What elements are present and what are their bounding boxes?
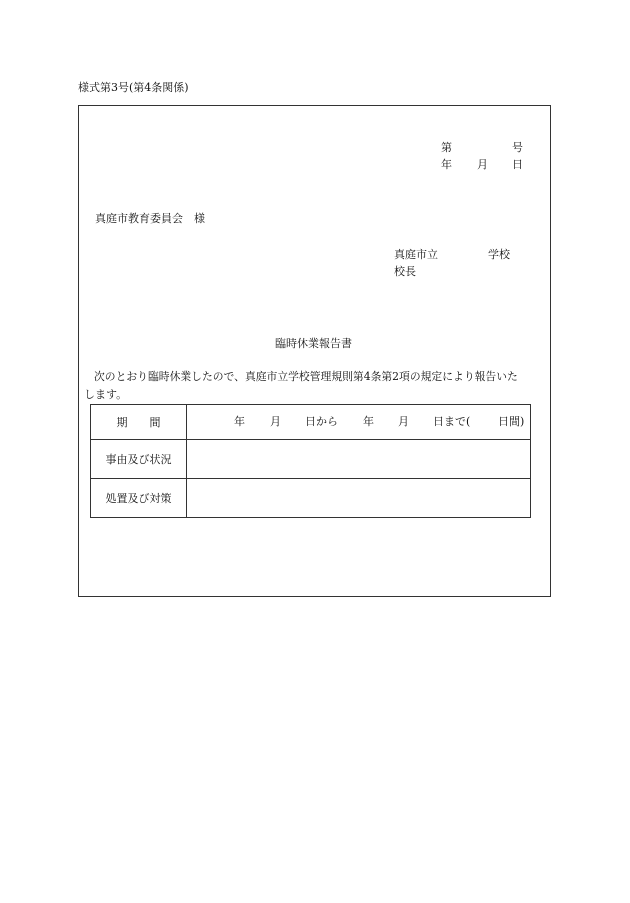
measures-value-cell[interactable] — [187, 479, 531, 518]
document-title: 臨時休業報告書 — [275, 337, 352, 350]
sender-principal: 校長 — [394, 265, 416, 278]
table-row-reason — [91, 440, 531, 479]
report-table — [90, 404, 531, 518]
period-to-month: 月 — [398, 415, 409, 428]
date-day: 日 — [512, 158, 523, 171]
doc-number-prefix: 第 — [441, 141, 452, 154]
doc-number-suffix: 号 — [512, 141, 523, 154]
period-from-year: 年 — [234, 415, 245, 428]
sender-school-suffix: 学校 — [488, 248, 510, 261]
form-caption: 様式第3号(第4条関係) — [78, 81, 189, 94]
reason-value-cell[interactable] — [187, 440, 531, 479]
body-text-line2: します。 — [84, 388, 128, 401]
addressee: 真庭市教育委員会 様 — [95, 212, 205, 225]
period-label: 期 間 — [91, 405, 187, 440]
period-days: 日間) — [498, 415, 525, 428]
date-year: 年 — [441, 158, 452, 171]
table-row-period — [91, 405, 531, 440]
period-to-year: 年 — [363, 415, 374, 428]
body-text-line1: 次のとおり臨時休業したので、真庭市立学校管理規則第4条第2項の規定により報告いた — [94, 370, 518, 383]
date-month: 月 — [477, 158, 488, 171]
sender-school-prefix: 真庭市立 — [394, 248, 438, 261]
period-from-day: 日から — [305, 415, 338, 428]
reason-label: 事由及び状況 — [91, 440, 187, 479]
table-row-measures — [91, 479, 531, 518]
measures-label: 処置及び対策 — [91, 479, 187, 518]
form-frame — [78, 105, 551, 597]
period-to-day: 日まで( — [433, 415, 471, 428]
period-value-cell — [187, 405, 531, 440]
period-from-month: 月 — [270, 415, 281, 428]
